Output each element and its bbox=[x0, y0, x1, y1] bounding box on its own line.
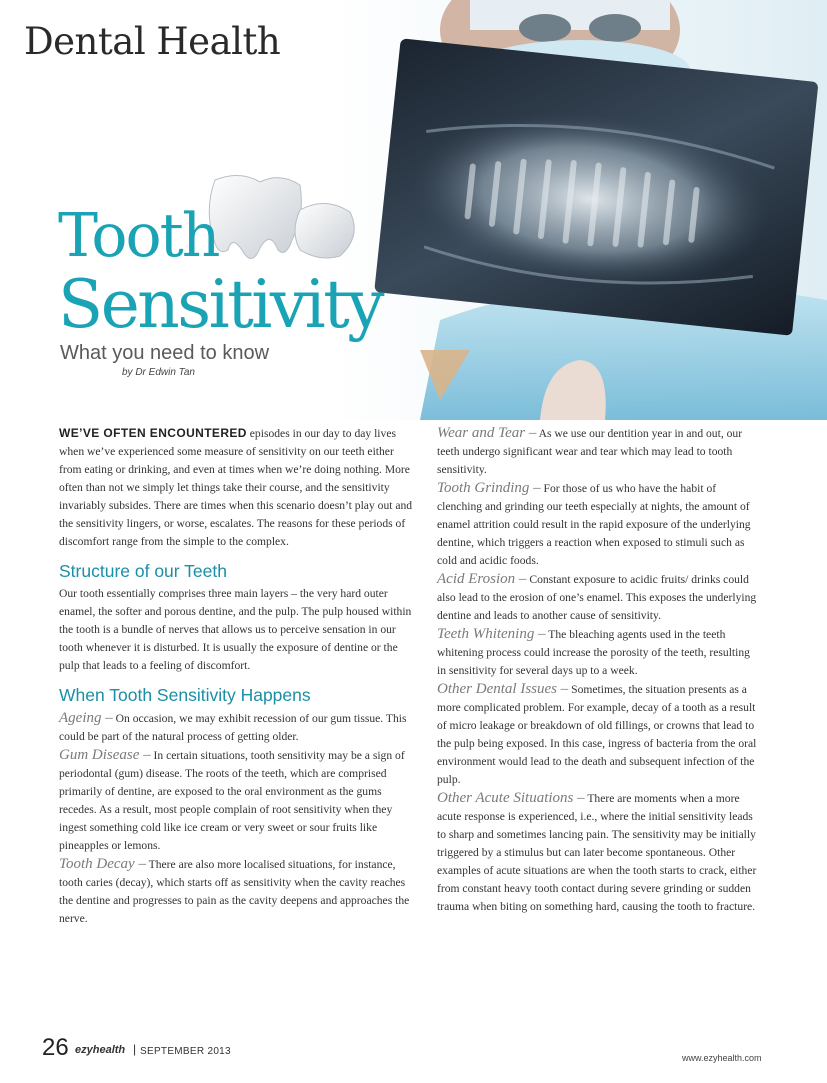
other-subhead: Other Dental Issues – bbox=[437, 681, 569, 697]
acid-text: Constant exposure to acidic fruits/ drinks could also lead to the erosion of one’s enamel. This exposes the underlying dentine and leads to another cause of sensitivity. bbox=[437, 573, 757, 622]
heading-when: When Tooth Sensitivity Happens bbox=[59, 685, 311, 705]
intro-paragraph bbox=[59, 424, 419, 551]
article-byline: by Dr Edwin Tan bbox=[122, 367, 195, 378]
ageing-text: On occasion, we may exhibit recession of our gum tissue. This could be part of the natural process of getting older. bbox=[59, 712, 407, 743]
page-number: 26 bbox=[42, 1034, 69, 1061]
wear-paragraph bbox=[437, 424, 759, 479]
ageing-subhead: Ageing – bbox=[59, 710, 113, 726]
decay-text: There are also more localised situations, for instance, tooth caries (decay), which starts off as sensitivity when the cavity reaches the dentine and progresses to pain as the cavity deepens and approaches the nerve. bbox=[59, 858, 410, 925]
gum-text: In certain situations, tooth sensitivity may be a sign of periodontal (gum) disease. The roots of the teeth, which are comprised primarily of dentine, are exposed to the oral environment as the gums recedes. As a result, most people complain of root sensitivity when they ingest something cold like ice cream or very sweet or sour fruits like pineapples or lemons. bbox=[59, 749, 405, 852]
magazine-brand: ezyhealth bbox=[75, 1044, 126, 1056]
intro-lead-caps: WE’VE OFTEN ENCOUNTERED bbox=[59, 426, 247, 440]
grinding-paragraph bbox=[437, 479, 759, 570]
acute-paragraph bbox=[437, 789, 759, 916]
footer-separator: | bbox=[133, 1042, 137, 1056]
grinding-text: For those of us who have the habit of clenching and grinding our teeth especially at nights, the amount of enamel attrition could result in the rapid exposure of the underlying dentine, which triggers a reaction when exposed to stimuli such as cold and acidic foods. bbox=[437, 482, 751, 567]
wear-text: As we use our dentition year in and out, our teeth undergo significant wear and tear which may lead to tooth sensitivity. bbox=[437, 427, 743, 476]
intro-text: episodes in our day to day lives when we’ve experienced some measure of sensitivity on our teeth either from eating or drinking, and even at times when we’re doing nothing. More often than not we simply let things take their course, and the sensitivity invariably subsides. There are times when this scenario doesn’t play out and the sensitivity lingers, or worse, escalates. The reasons for these periods of discomfort range from the simple to the complex. bbox=[59, 427, 413, 548]
other-paragraph bbox=[437, 680, 759, 789]
wear-subhead: Wear and Tear – bbox=[437, 425, 537, 441]
acid-paragraph bbox=[437, 570, 759, 625]
gum-subhead: Gum Disease – bbox=[59, 747, 151, 763]
right-column bbox=[437, 424, 759, 916]
issue-date: SEPTEMBER 2013 bbox=[140, 1046, 231, 1057]
gum-paragraph bbox=[59, 746, 419, 855]
acid-subhead: Acid Erosion – bbox=[437, 571, 527, 587]
ageing-paragraph bbox=[59, 709, 419, 746]
article-title-line2: Sensitivity bbox=[58, 266, 383, 343]
other-text: Sometimes, the situation presents as a more complicated problem. For example, decay of a tooth as a result of micro leakage or breakdown of old fillings, or crowns that lead to the pulp being exposed. In this case, ingress of bacteria from the oral environment would lead to the death and subsequent infection of the pulp. bbox=[437, 683, 757, 786]
left-column bbox=[59, 424, 419, 928]
article-title-line1: Tooth bbox=[58, 201, 219, 271]
whitening-paragraph bbox=[437, 625, 759, 680]
article-subtitle: What you need to know bbox=[60, 342, 270, 364]
structure-paragraph: Our tooth essentially comprises three main layers – the very hard outer enamel, the softer and porous dentine, and the pulp. The pulp housed within the tooth is a bundle of nerves that allows us to perceive sensation in our tooth whenever it is disturbed. It is usually the exposure of dentine or the pulp that leads to a feeling of discomfort. bbox=[59, 587, 412, 672]
heading-structure: Structure of our Teeth bbox=[59, 561, 227, 581]
acute-text: There are moments when a more acute response is experienced, i.e., where the initial sensitivity leads to sharp and sometimes lancing pain. The sensitivity may be initially triggered by a stimulus but can later become spontaneous. Other examples of acute situations are when the tooth starts to crack, either from constant heavy tooth contact during severe grinding or sudden trauma when biting on something hard, causing the tooth to fracture. bbox=[437, 792, 757, 913]
whitening-text: The bleaching agents used in the teeth whitening process could increase the porosity of the teeth, resulting in sensitivity for several days up to a week. bbox=[437, 628, 750, 677]
decay-paragraph bbox=[59, 855, 419, 928]
grinding-subhead: Tooth Grinding – bbox=[437, 480, 541, 496]
acute-subhead: Other Acute Situations – bbox=[437, 790, 585, 806]
decay-subhead: Tooth Decay – bbox=[59, 856, 146, 872]
section-title: Dental Health bbox=[24, 20, 281, 63]
whitening-subhead: Teeth Whitening – bbox=[437, 626, 546, 642]
website-url: www.ezyhealth.com bbox=[682, 1053, 762, 1063]
